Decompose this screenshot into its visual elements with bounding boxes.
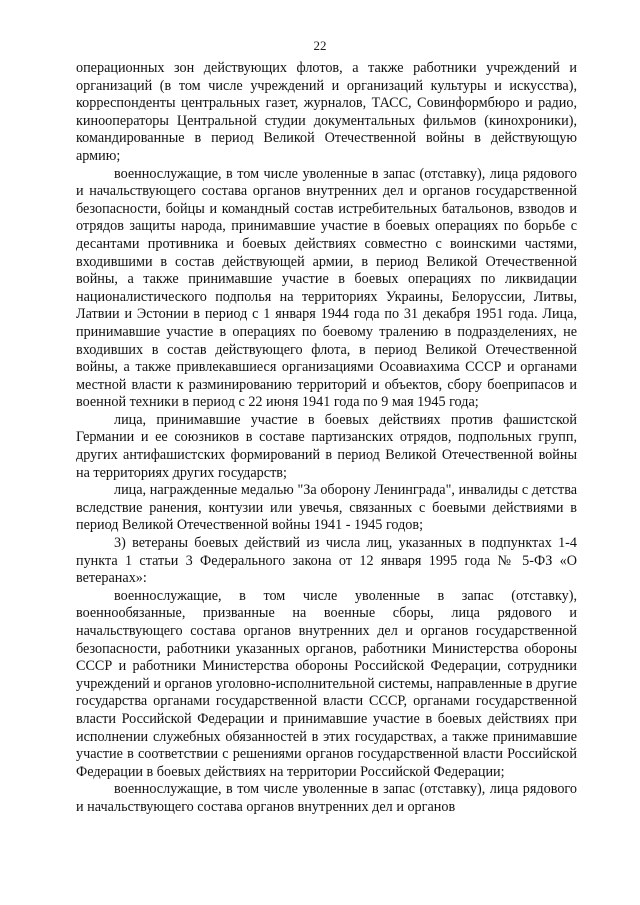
- paragraph: военнослужащие, в том числе уволенные в запас (отставку), военнообязанные, призванные на военные сборы, лица рядового и начальствующего состава органов внутренних дел и органов государственной безопасности, работники указанных органов, работники Министерства обороны СССР и работники Министерства обороны Российской Федерации, сотрудники учреждений и органов уголовно-исполнительной системы, направленные в другие государства органами государственной власти СССР, органами государственной власти Российской Федерации и принимавшие участие в боевых действиях при исполнении служебных обязанностей в этих государствах, а также принимавшие участие в соответствии с решениями органов государственной власти Российской Федерации в боевых действиях на территории Российской Федерации;: [76, 587, 577, 780]
- paragraph: военнослужащие, в том числе уволенные в запас (отставку), лица рядового и начальствующего состава органов внутренних дел и органов государственной безопасности, бойцы и командный состав истребительных батальонов, взводов и отрядов защиты народа, принимавшие участие в боевых операциях по борьбе с десантами противника и боевых действиях совместно с воинскими частями, входившими в состав действующей армии, в период Великой Отечественной войны, а также принимавшие участие в боевых операциях по ликвидации националистического подполья на территориях Украины, Белоруссии, Литвы, Латвии и Эстонии в период с 1 января 1944 года по 31 декабря 1951 года. Лица, принимавшие участие в операциях по боевому тралению в подразделениях, не входивших в состав действующего флота, в период Великой Отечественной войны, а также привлекавшиеся организациями Осоавиахима СССР и органами местной власти к разминированию территорий и объектов, сбору боеприпасов и военной техники в период с 22 июня 1941 года по 9 мая 1945 года;: [76, 165, 577, 411]
- paragraph: лица, награжденные медалью "За оборону Ленинграда", инвалиды с детства вследствие ранения, контузии или увечья, связанных с боевыми действиями в период Великой Отечественной войны 1941 - 1945 годов;: [76, 482, 577, 534]
- paragraph-continued: операционных зон действующих флотов, а также работники учреждений и организаций (в том числе учреждений и организаций культуры и искусства), корреспонденты центральных газет, журналов, ТАСС, Совинформбюро и радио, кинооператоры Центральной студии документальных фильмов (кинохроники), командированные в период Великой Отечественной войны в действующую армию;: [76, 60, 577, 164]
- document-body: [76, 60, 577, 817]
- paragraph: лица, принимавшие участие в боевых действиях против фашистской Германии и ее союзников в составе партизанских отрядов, подпольных групп, других антифашистских формирований в период Великой Отечественной войны на территориях других государств;: [76, 411, 577, 481]
- page-number: 22: [313, 38, 327, 53]
- paragraph: военнослужащие, в том числе уволенные в запас (отставку), лица рядового и начальствующего состава органов внутренних дел и органов: [76, 781, 577, 815]
- paragraph: 3) ветераны боевых действий из числа лиц, указанных в подпунктах 1-4 пункта 1 статьи 3 Федерального закона от 12 января 1995 года № 5-ФЗ «О ветеранах»:: [76, 535, 577, 587]
